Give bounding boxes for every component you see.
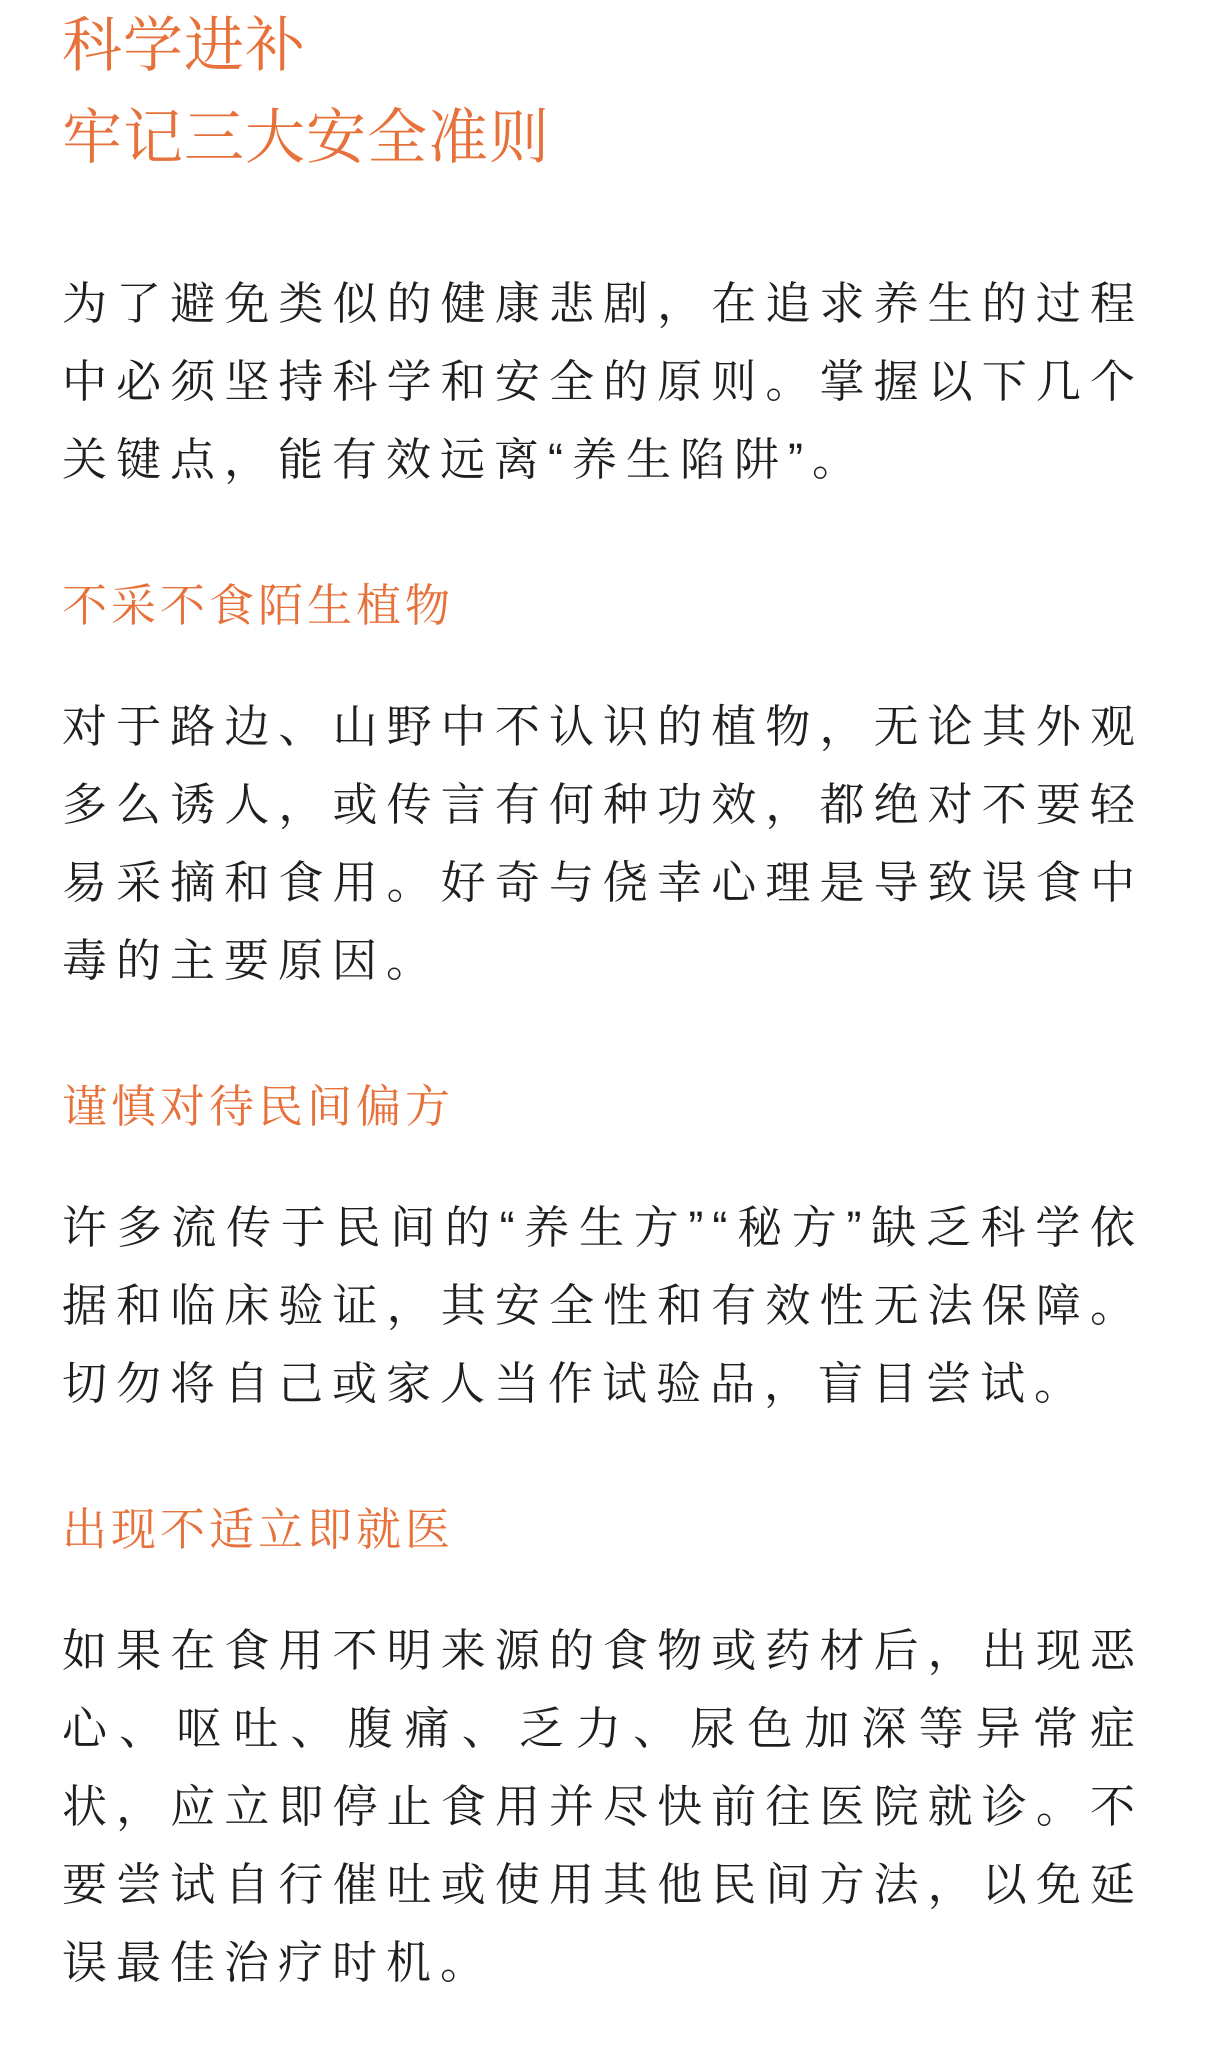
article-title-line-2: 牢记三大安全准则 bbox=[62, 104, 550, 171]
section-seek-medical-help bbox=[62, 1500, 1144, 2002]
section-paragraph-seek-medical-help: 如果在食用不明来源的食物或药材后，出现恶心、呕吐、腹痛、乏力、尿色加深等异常症状，应立即停止食用并尽快前往医院就诊。不要尝试自行催吐或使用其他民间方法，以免延误最佳治疗时机。 bbox=[62, 1625, 1144, 1988]
section-heading-seek-medical-help: 出现不适立即就医 bbox=[62, 1504, 455, 1555]
section-paragraph-folk-remedies-caution: 许多流传于民间的“养生方”“秘方”缺乏科学依据和临床验证，其安全性和有效性无法保障。切勿将自己或家人当作试验品，盲目尝试。 bbox=[62, 1202, 1144, 1409]
article-title-line-1: 科学进补 bbox=[62, 12, 306, 79]
section-heading-avoid-unknown-plants: 不采不食陌生植物 bbox=[62, 580, 455, 631]
section-avoid-unknown-plants bbox=[62, 576, 1144, 1000]
section-heading-folk-remedies-caution: 谨慎对待民间偏方 bbox=[62, 1081, 455, 1132]
intro-paragraph: 为了避免类似的健康悲剧，在追求养生的过程中必须坚持科学和安全的原则。掌握以下几个关键点，能有效远离“养生陷阱”。 bbox=[62, 278, 1144, 485]
article-title bbox=[62, 0, 1144, 184]
section-paragraph-avoid-unknown-plants: 对于路边、山野中不认识的植物，无论其外观多么诱人，或传言有何种功效，都绝对不要轻易采摘和食用。好奇与侥幸心理是导致误食中毒的主要原因。 bbox=[62, 701, 1144, 986]
article bbox=[62, 0, 1144, 2002]
section-folk-remedies-caution bbox=[62, 1077, 1144, 1423]
